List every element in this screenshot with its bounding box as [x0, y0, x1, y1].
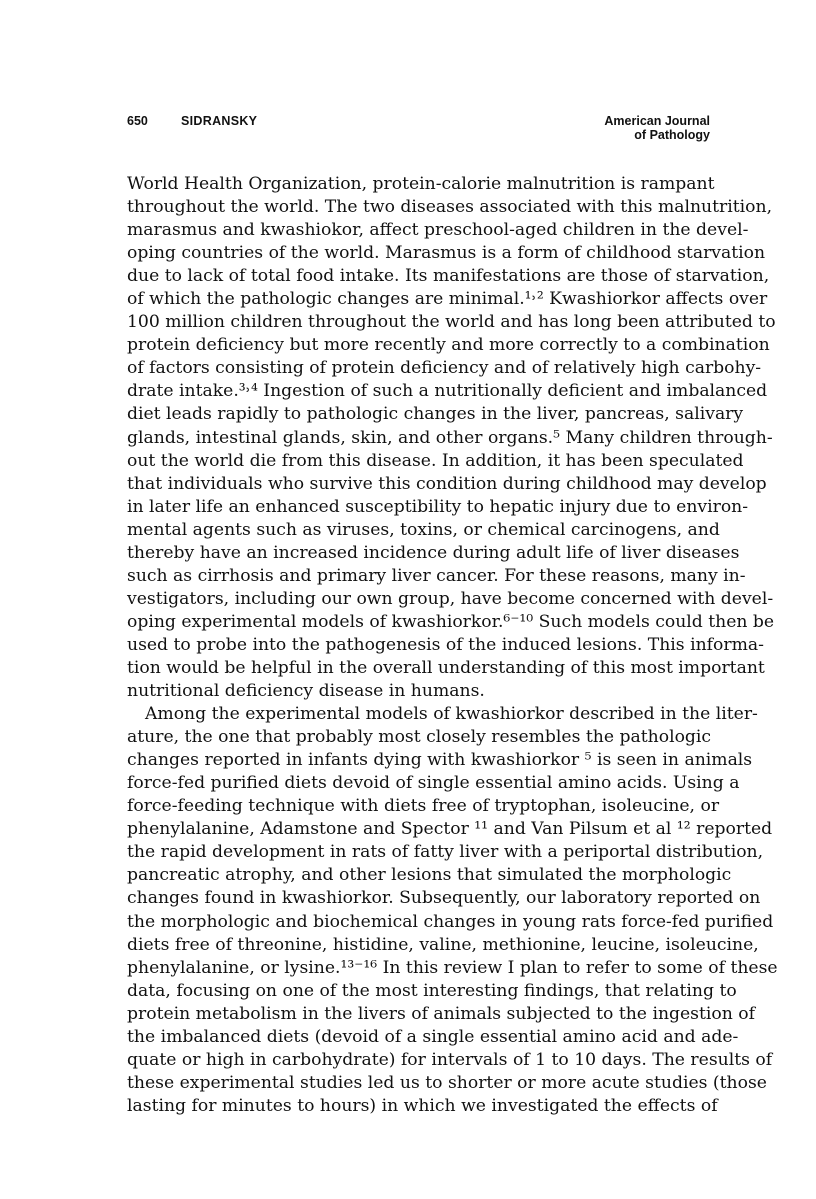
paragraph — [127, 173, 776, 703]
text-line: protein metabolism in the livers of animals subjected to the ingestion of — [127, 1003, 755, 1024]
text-line: oping countries of the world. Marasmus is a form of childhood starvation — [127, 243, 766, 264]
text-line: force-feeding technique with diets free of tryptophan, isoleucine, or — [127, 796, 720, 817]
text-line: tion would be helpful in the overall understanding of this most important — [127, 657, 765, 678]
text-line: oping experimental models of kwashiorkor.⁶⁻¹⁰ Such models could then be — [127, 611, 775, 632]
paragraph — [127, 703, 778, 1118]
text-line: the imbalanced diets (devoid of a single essential amino acid and ade- — [127, 1026, 739, 1047]
text-line: used to probe into the pathogenesis of the induced lesions. This informa- — [127, 634, 764, 655]
text-line: phenylalanine, or lysine.¹³⁻¹⁶ In this review I plan to refer to some of these — [127, 957, 778, 978]
text-line: of which the pathologic changes are minimal.¹˒² Kwashiorkor affects over — [127, 289, 768, 310]
text-line: out the world die from this disease. In addition, it has been speculated — [127, 450, 744, 471]
text-line: the rapid development in rats of fatty liver with a periportal distribution, — [127, 842, 764, 863]
text-line: diets free of threonine, histidine, valine, methionine, leucine, isoleucine, — [127, 934, 759, 955]
text-line: changes found in kwashiorkor. Subsequently, our laboratory reported on — [127, 888, 761, 909]
text-line: diet leads rapidly to pathologic changes in the liver, pancreas, salivary — [127, 404, 744, 425]
text-line: protein deficiency but more recently and more correctly to a combination — [127, 335, 770, 356]
text-line: nutritional deficiency disease in humans. — [127, 681, 485, 702]
text-line: changes reported in infants dying with kwashiorkor ⁵ is seen in animals — [127, 750, 753, 771]
text-line: due to lack of total food intake. Its manifestations are those of starvation, — [127, 266, 770, 287]
text-line: marasmus and kwashiokor, affect preschool-aged children in the devel- — [127, 220, 749, 241]
text-line: mental agents such as viruses, toxins, or chemical carcinogens, and — [127, 519, 720, 540]
text-line: lasting for minutes to hours) in which we investigated the effects of — [127, 1095, 718, 1116]
running-head — [127, 114, 710, 148]
text-line: throughout the world. The two diseases associated with this malnutrition, — [127, 197, 773, 218]
text-line: vestigators, including our own group, have become concerned with devel- — [127, 588, 774, 609]
text-line: of factors consisting of protein deficiency and of relatively high carbohy- — [127, 358, 762, 379]
text-line: quate or high in carbohydrate) for intervals of 1 to 10 days. The results of — [127, 1049, 773, 1070]
text-line: phenylalanine, Adamstone and Spector ¹¹ and Van Pilsum et al ¹² reported — [127, 819, 773, 840]
text-line: Among the experimental models of kwashiorkor described in the liter- — [145, 704, 758, 725]
page-number: 650 — [127, 114, 148, 128]
journal-name-line-1: American Journal — [604, 114, 710, 128]
text-line: glands, intestinal glands, skin, and other organs.⁵ Many children through- — [127, 427, 773, 448]
text-line: these experimental studies led us to shorter or more acute studies (those — [127, 1072, 767, 1093]
text-line: ature, the one that probably most closely resembles the pathologic — [127, 727, 712, 748]
text-line: data, focusing on one of the most interesting findings, that relating to — [127, 980, 737, 1001]
text-line: World Health Organization, protein-calorie malnutrition is rampant — [127, 174, 715, 194]
text-line: drate intake.³˒⁴ Ingestion of such a nutritionally deficient and imbalanced — [127, 381, 768, 402]
text-line: in later life an enhanced susceptibility to hepatic injury due to environ- — [127, 496, 749, 517]
body-text — [127, 173, 778, 1118]
journal-name-line-2: of Pathology — [634, 128, 710, 142]
text-line: the morphologic and biochemical changes in young rats force-fed purified — [127, 911, 774, 932]
text-line: 100 million children throughout the world and has long been attributed to — [127, 312, 776, 333]
text-line: thereby have an increased incidence during adult life of liver diseases — [127, 542, 740, 563]
text-line: force-fed purified diets devoid of single essential amino acids. Using a — [127, 773, 740, 794]
text-line: pancreatic atrophy, and other lesions that simulated the morphologic — [127, 865, 732, 886]
text-line: that individuals who survive this condition during childhood may develop — [127, 473, 767, 494]
journal-name — [604, 114, 710, 142]
running-author: SIDRANSKY — [181, 114, 258, 128]
text-line: such as cirrhosis and primary liver cancer. For these reasons, many in- — [127, 565, 746, 586]
